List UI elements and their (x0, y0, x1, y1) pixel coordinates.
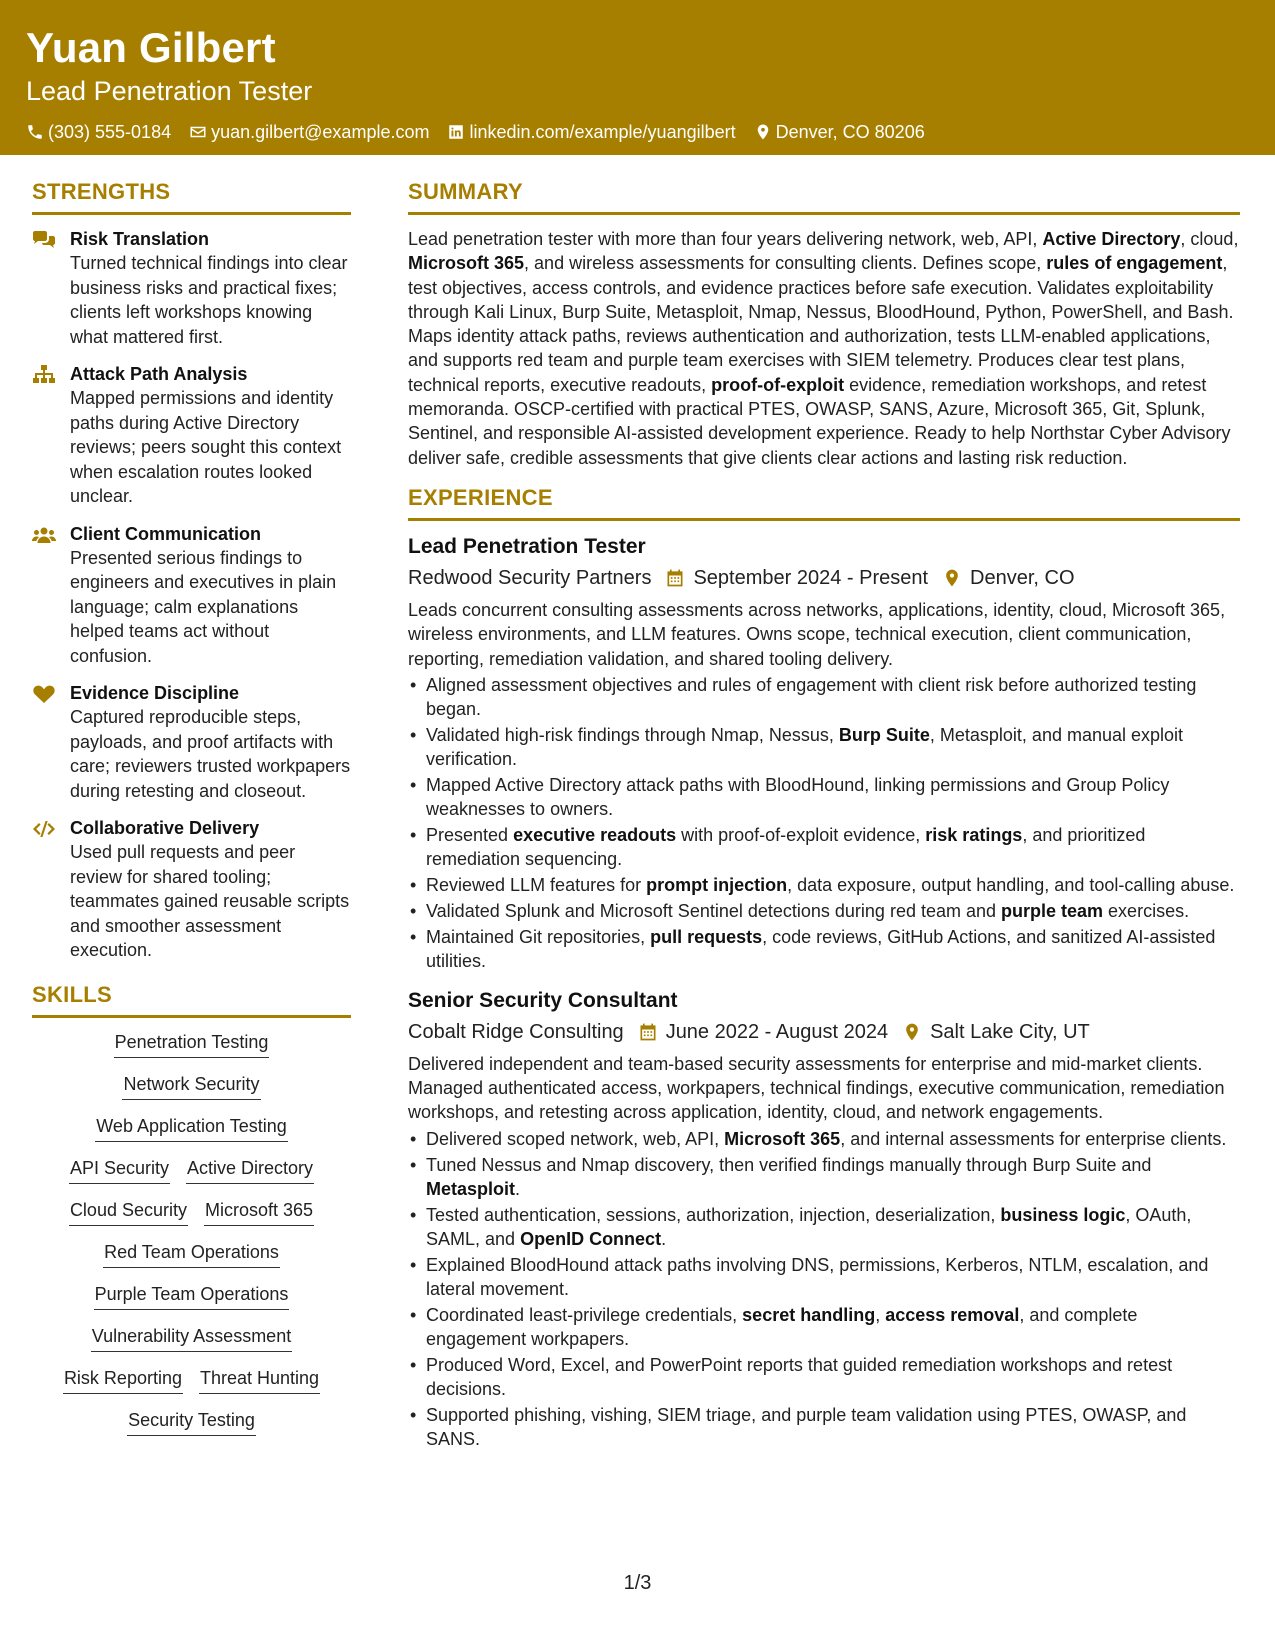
bullet-text: Tested authentication, sessions, authorization, injection, deserialization, (426, 1204, 1001, 1225)
job-entry (408, 533, 1240, 973)
job-meta (408, 564, 1240, 592)
bullet-text: Tuned Nessus and Nmap discovery, then verified findings manually through Burp Suite and (426, 1154, 1152, 1175)
strengths-heading: STRENGTHS (32, 178, 351, 215)
bullet-bold: Burp Suite (838, 724, 930, 745)
skill-row (32, 1072, 351, 1100)
job-bullet (408, 925, 1240, 973)
strength-desc: Captured reproducible steps, payloads, and proof artifacts with care; reviewers trusted workpapers during retesting and closeout. (70, 707, 351, 801)
skill-row (32, 1198, 351, 1226)
bullet-bold: prompt injection (646, 874, 788, 895)
job-company: Cobalt Ridge Consulting (408, 1020, 624, 1043)
skill-tag: API Security (69, 1156, 170, 1184)
location-text: Denver, CO 80206 (775, 122, 925, 142)
job-bullet (408, 1253, 1240, 1301)
job-bullet (408, 1403, 1240, 1451)
bullet-text: , (875, 1304, 886, 1325)
skill-tag: Cloud Security (69, 1198, 188, 1226)
skill-row (32, 1324, 351, 1352)
bullet-text: Validated high-risk findings through Nmap, Nessus, (426, 724, 839, 745)
skill-tag: Microsoft 365 (204, 1198, 314, 1226)
skill-row (32, 1408, 351, 1436)
summary-text: , and wireless assessments for consulting clients. Defines scope, (524, 253, 1047, 274)
job-bullets (408, 1127, 1240, 1451)
job-bullet (408, 873, 1240, 897)
summary-bold: proof-of-exploit (711, 374, 845, 395)
skill-tag: Web Application Testing (95, 1114, 287, 1142)
contact-location (754, 120, 925, 144)
experience-heading: EXPERIENCE (408, 484, 1240, 521)
calendar-icon (638, 1022, 658, 1042)
right-column (408, 178, 1240, 1465)
bullet-text: Presented (426, 824, 514, 845)
candidate-name: Yuan Gilbert (26, 24, 276, 71)
strength-desc: Presented serious findings to engineers and executives in plain language; calm explanations helped teams act without confusion. (70, 547, 337, 666)
job-location-text: Salt Lake City, UT (930, 1020, 1090, 1043)
bullet-bold: pull requests (650, 926, 763, 947)
skill-tag: Risk Reporting (63, 1366, 183, 1394)
bullet-text: , and internal assessments for enterprise clients. (840, 1128, 1227, 1149)
experience-list (408, 533, 1240, 1451)
summary-text: , cloud, (1180, 229, 1239, 249)
summary-text: evidence, remediation workshops, and retest memoranda. OSCP-certified with practical PTES, OWASP, SANS, Azure, Microsoft 365, Git, Splunk, Sentinel, and responsible AI-assisted development experience. Ready to help Northstar Cyber Advisory deliver safe, credible assessments that give clients clear actions and lasting risk reduction. (408, 374, 1231, 468)
summary-bold: rules of engagement (1046, 253, 1223, 274)
strength-desc: Mapped permissions and identity paths during Active Directory reviews; peers sought this context when escalation routes looked unclear. (70, 388, 342, 506)
bullet-bold: risk ratings (925, 824, 1023, 845)
skill-tag: Network Security (122, 1072, 260, 1100)
job-title: Senior Security Consultant (408, 988, 678, 1012)
strength-title: Collaborative Delivery (70, 818, 260, 838)
skill-tag: Purple Team Operations (94, 1282, 290, 1310)
bullet-text: . (661, 1228, 667, 1249)
bullet-text: Validated Splunk and Microsoft Sentinel detections during red team and (426, 900, 1002, 921)
job-location (942, 564, 1074, 592)
job-company: Redwood Security Partners (408, 566, 652, 589)
bullet-text: exercises. (1103, 900, 1190, 921)
email-text: yuan.gilbert@example.com (211, 122, 430, 142)
summary-bold: Microsoft 365 (408, 253, 525, 274)
bullet-text: , code reviews, GitHub Actions, and sanitized AI-assisted utilities. (426, 926, 1216, 971)
candidate-title: Lead Penetration Tester (26, 76, 313, 106)
summary-heading: SUMMARY (408, 178, 1240, 215)
job-meta (408, 1018, 1240, 1046)
bullet-text: Maintained Git repositories, (426, 926, 651, 947)
phone-text: (303) 555-0184 (48, 122, 172, 142)
skill-tag: Vulnerability Assessment (91, 1324, 292, 1352)
skills-section (32, 981, 351, 1436)
skill-tag: Threat Hunting (199, 1366, 320, 1394)
code-icon (32, 819, 56, 839)
bullet-text: Mapped Active Directory attack paths with BloodHound, linking permissions and Group Policy weaknesses to owners. (426, 774, 1170, 819)
bullet-text: , OAuth, SAML, and (426, 1204, 1192, 1249)
job-bullet (408, 773, 1240, 821)
bullet-text: . (515, 1178, 521, 1199)
skill-row (32, 1366, 351, 1394)
bullet-text: Explained BloodHound attack paths involving DNS, permissions, Kerberos, NTLM, escalation, and lateral movement. (426, 1254, 1209, 1299)
strength-desc: Turned technical findings into clear business risks and practical fixes; clients left workshops knowing what mattered first. (70, 253, 348, 347)
contact-bar (26, 120, 1249, 144)
strength-item (32, 362, 351, 509)
resume-header (0, 0, 1275, 155)
bullet-bold: secret handling (742, 1304, 876, 1325)
bullet-text: , and complete engagement workpapers. (426, 1304, 1138, 1349)
job-description: Leads concurrent consulting assessments across networks, applications, identity, cloud, Microsoft 365, wireless environments, and LLM features. Owns scope, technical execution, client communication, reporting, remediation validation, and shared tooling delivery. (408, 599, 1226, 669)
skill-row (32, 1156, 351, 1184)
job-location-text: Denver, CO (970, 566, 1075, 589)
strength-title: Risk Translation (70, 229, 210, 249)
strength-item (32, 522, 351, 669)
job-location (902, 1018, 1090, 1046)
job-bullet (408, 1203, 1240, 1251)
job-title: Lead Penetration Tester (408, 534, 646, 558)
job-bullet (408, 673, 1240, 721)
skill-row (32, 1282, 351, 1310)
calendar-icon (665, 568, 685, 588)
bullet-text: Delivered scoped network, web, API, (426, 1128, 725, 1149)
linkedin-icon (447, 123, 465, 141)
job-bullet (408, 1353, 1240, 1401)
skill-tag: Security Testing (127, 1408, 256, 1436)
contact-email[interactable] (189, 120, 429, 144)
job-bullet (408, 1153, 1240, 1201)
job-entry (408, 987, 1240, 1451)
strength-desc: Used pull requests and peer review for shared tooling; teammates gained reusable scripts and smoother assessment execution. (70, 842, 350, 960)
bullet-text: with proof-of-exploit evidence, (676, 824, 926, 845)
users-icon (32, 525, 56, 545)
job-dates (638, 1018, 888, 1046)
bullet-bold: Microsoft 365 (724, 1128, 841, 1149)
job-bullet (408, 1303, 1240, 1351)
summary-text (408, 227, 1240, 470)
job-bullet (408, 899, 1240, 923)
location-pin-icon (902, 1022, 922, 1042)
envelope-icon (189, 123, 207, 141)
bullet-bold: business logic (1000, 1204, 1126, 1225)
bullet-text: Reviewed LLM features for (426, 874, 647, 895)
bullet-text: Produced Word, Excel, and PowerPoint reports that guided remediation workshops and retest decisions. (426, 1354, 1173, 1399)
location-pin-icon (942, 568, 962, 588)
job-bullet (408, 823, 1240, 871)
strength-title: Attack Path Analysis (70, 364, 248, 384)
strength-title: Evidence Discipline (70, 683, 240, 703)
heart-icon (32, 684, 56, 704)
phone-icon (26, 123, 44, 141)
location-pin-icon (754, 123, 772, 141)
bullet-bold: executive readouts (513, 824, 677, 845)
job-bullets (408, 673, 1240, 973)
summary-text: , test objectives, access controls, and evidence practices before safe execution. Validates exploitability through Kali Linux, Burp Suite, Metasploit, Nmap, Nessus, BloodHound, Python, PowerShell, and Bash. Maps identity attack paths, reviews authentication and authorization, tests LLM-enabled applications, and supports red team and purple team exercises with SIEM telemetry. Produces clear test plans, technical reports, executive readouts, (408, 253, 1234, 395)
summary-text: Lead penetration tester with more than four years delivering network, web, API, (408, 229, 1043, 249)
left-column (32, 178, 351, 1450)
job-bullet (408, 1127, 1240, 1151)
sitemap-icon (32, 365, 56, 385)
job-bullet (408, 723, 1240, 771)
bullet-text: Aligned assessment objectives and rules of engagement with client risk before authorized testing began. (426, 674, 1197, 719)
bullet-bold: OpenID Connect (520, 1228, 662, 1249)
strength-item (32, 816, 351, 963)
skill-tag: Red Team Operations (103, 1240, 280, 1268)
bullet-text: , and prioritized remediation sequencing. (426, 824, 1146, 869)
contact-phone[interactable] (26, 120, 171, 144)
skill-tag: Active Directory (186, 1156, 314, 1184)
bullet-text: , data exposure, output handling, and tool-calling abuse. (787, 874, 1235, 895)
summary-bold: Active Directory (1042, 229, 1181, 249)
page-number: 1/3 (623, 1572, 652, 1594)
bullet-text: , Metasploit, and manual exploit verification. (426, 724, 1184, 769)
skills-list (32, 1030, 351, 1436)
strength-title: Client Communication (70, 523, 262, 544)
bullet-text: Supported phishing, vishing, SIEM triage, and purple team validation using PTES, OWASP, and SANS. (426, 1404, 1187, 1449)
strength-item (32, 681, 351, 803)
job-dates-text: September 2024 - Present (693, 566, 929, 589)
strength-item (32, 227, 351, 349)
job-description: Delivered independent and team-based security assessments for enterprise and mid-market clients. Managed authenticated access, workpapers, technical findings, executive communication, remediation workshops, and retesting across application, identity, cloud, and network engagements. (408, 1053, 1225, 1123)
job-dates-text: June 2022 - August 2024 (665, 1020, 889, 1043)
bullet-bold: Metasploit (426, 1178, 516, 1199)
contact-linkedin[interactable] (447, 120, 735, 144)
skill-row (32, 1030, 351, 1058)
job-dates (665, 564, 928, 592)
linkedin-text: linkedin.com/example/yuangilbert (469, 122, 736, 142)
bullet-text: Coordinated least-privilege credentials, (426, 1304, 743, 1325)
bullet-bold: access removal (885, 1304, 1020, 1325)
skill-row (32, 1114, 351, 1142)
bullet-bold: purple team (1001, 900, 1104, 921)
skill-tag: Penetration Testing (114, 1030, 270, 1058)
skill-row (32, 1240, 351, 1268)
chat-bubbles-icon (32, 230, 56, 250)
skills-heading: SKILLS (32, 981, 351, 1018)
